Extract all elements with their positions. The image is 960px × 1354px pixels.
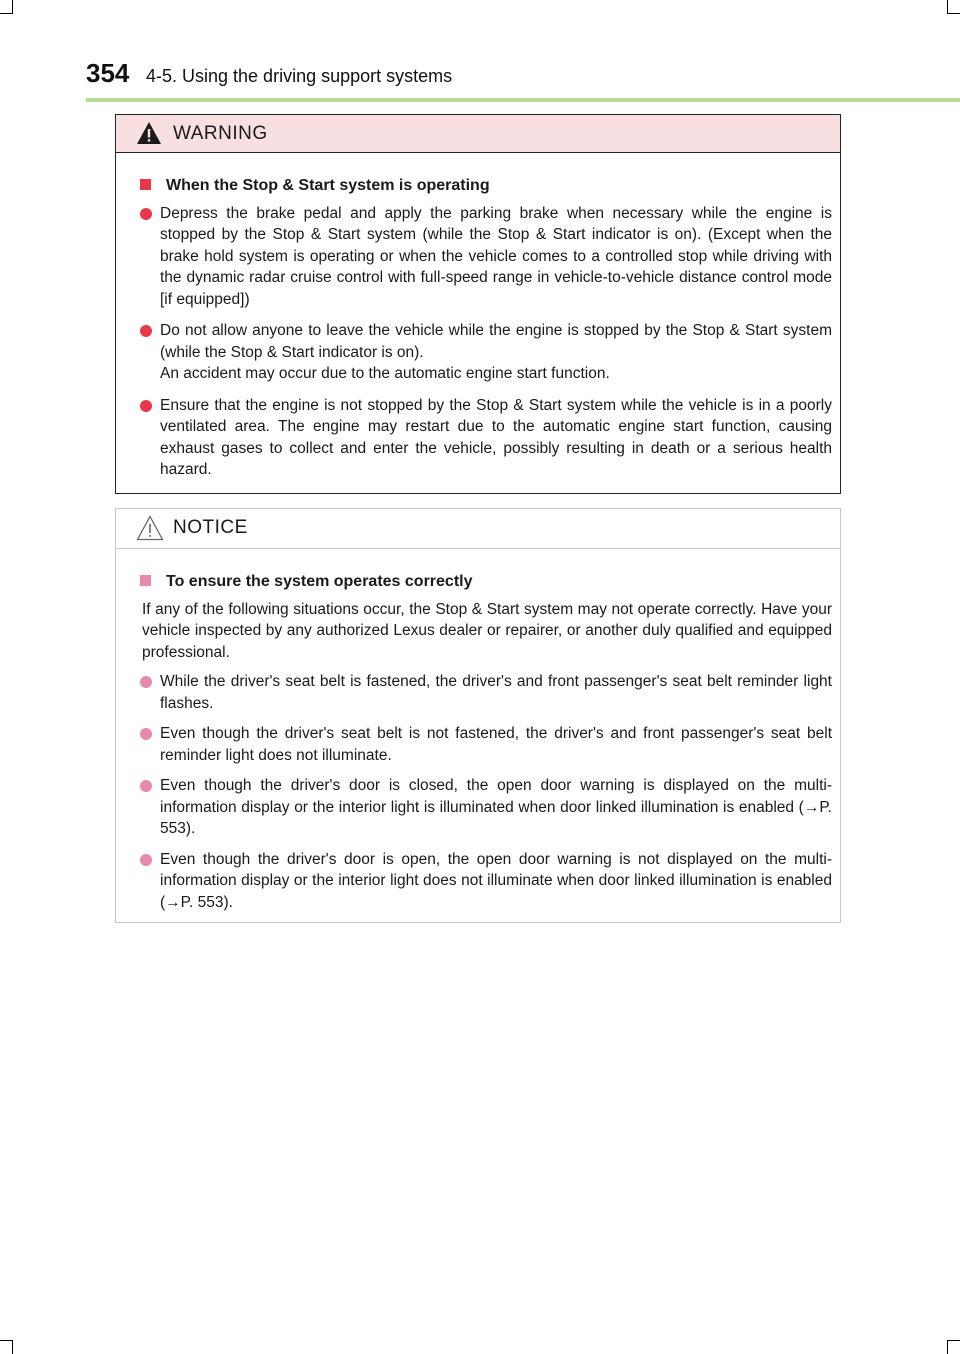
warning-title: WARNING [173,123,268,144]
crop-mark [948,13,960,14]
warning-item-continued [140,363,832,385]
warning-item [140,320,832,363]
round-bullet-icon [140,854,152,866]
notice-body [116,549,840,913]
notice-subheading [140,571,832,593]
crop-mark [12,0,13,14]
warning-item-text: Depress the brake pedal and apply the parking brake when necessary while the engine is stopped by the Stop & Start system (while the Stop & Start indicator is on). (Except when the brake hold system is operating or when the vehicle comes to a controlled stop while driving with the dynamic radar cruise control with full-speed range in vehicle-to-vehicle distance control mode [if equipped]) [160,204,832,308]
warning-box [115,114,841,494]
warning-triangle-icon [136,121,162,145]
notice-box [115,508,841,923]
notice-subheading-text: To ensure the system operates correctly [166,573,473,590]
warning-subheading-text: When the Stop & Start system is operating [166,177,490,194]
notice-item [140,775,832,840]
notice-item [140,723,832,766]
warning-item [140,395,832,481]
crop-mark [948,1340,960,1341]
page-header [86,58,960,102]
square-bullet-icon [140,179,151,190]
notice-header [116,509,840,549]
warning-header [116,115,840,153]
crop-mark [947,0,948,14]
round-bullet-icon [140,208,152,220]
crop-mark [12,1340,13,1354]
warning-item-text: Ensure that the engine is not stopped by the Stop & Start system while the vehicle is in a poorly ventilated area. The engine may restart due to the automatic engine start function, causing exhaust gases to collect and enter the vehicle, possibly resulting in death or a serious health hazard. [160,396,832,478]
warning-item [140,203,832,311]
square-bullet-icon [140,575,151,586]
warning-body [116,153,840,481]
warning-item-text: An accident may occur due to the automatic engine start function. [160,365,610,382]
round-bullet-icon [140,325,152,337]
notice-item-text: Even though the driver's seat belt is not fastened, the driver's and front passenger's seat belt reminder light does not illuminate. [160,725,832,764]
round-bullet-icon [140,400,152,412]
crop-mark [0,13,12,14]
notice-item [140,849,832,914]
caution-triangle-icon [136,515,164,541]
round-bullet-icon [140,728,152,740]
crop-mark [947,1340,948,1354]
notice-title: NOTICE [173,517,248,538]
notice-item-text: Even though the driver's door is open, the open door warning is not displayed on the multi-information display or the interior light does not illuminate when door linked illumination is enabled (→P. 553). [160,850,832,911]
page-number: 354 [86,58,130,88]
round-bullet-icon [140,780,152,792]
warning-subheading [140,175,832,197]
round-bullet-icon [140,676,152,688]
warning-item-text: Do not allow anyone to leave the vehicle while the engine is stopped by the Stop & Start system (while the Stop & Start indicator is on). [160,322,832,361]
notice-item-text: Even though the driver's door is closed, the open door warning is displayed on the multi-information display or the interior light is illuminated when door linked illumination is enabled (→P. 553). [160,777,832,837]
notice-item [140,671,832,714]
notice-item-text: While the driver's seat belt is fastened, the driver's and front passenger's seat belt reminder light flashes. [160,673,832,712]
crop-mark [0,1340,12,1341]
section-title: 4-5. Using the driving support systems [146,66,453,86]
notice-intro: If any of the following situations occur, the Stop & Start system may not operate correctly. Have your vehicle inspected by any authorized Lexus dealer or repairer, or another duly qualified and equipped professional. [142,600,832,661]
